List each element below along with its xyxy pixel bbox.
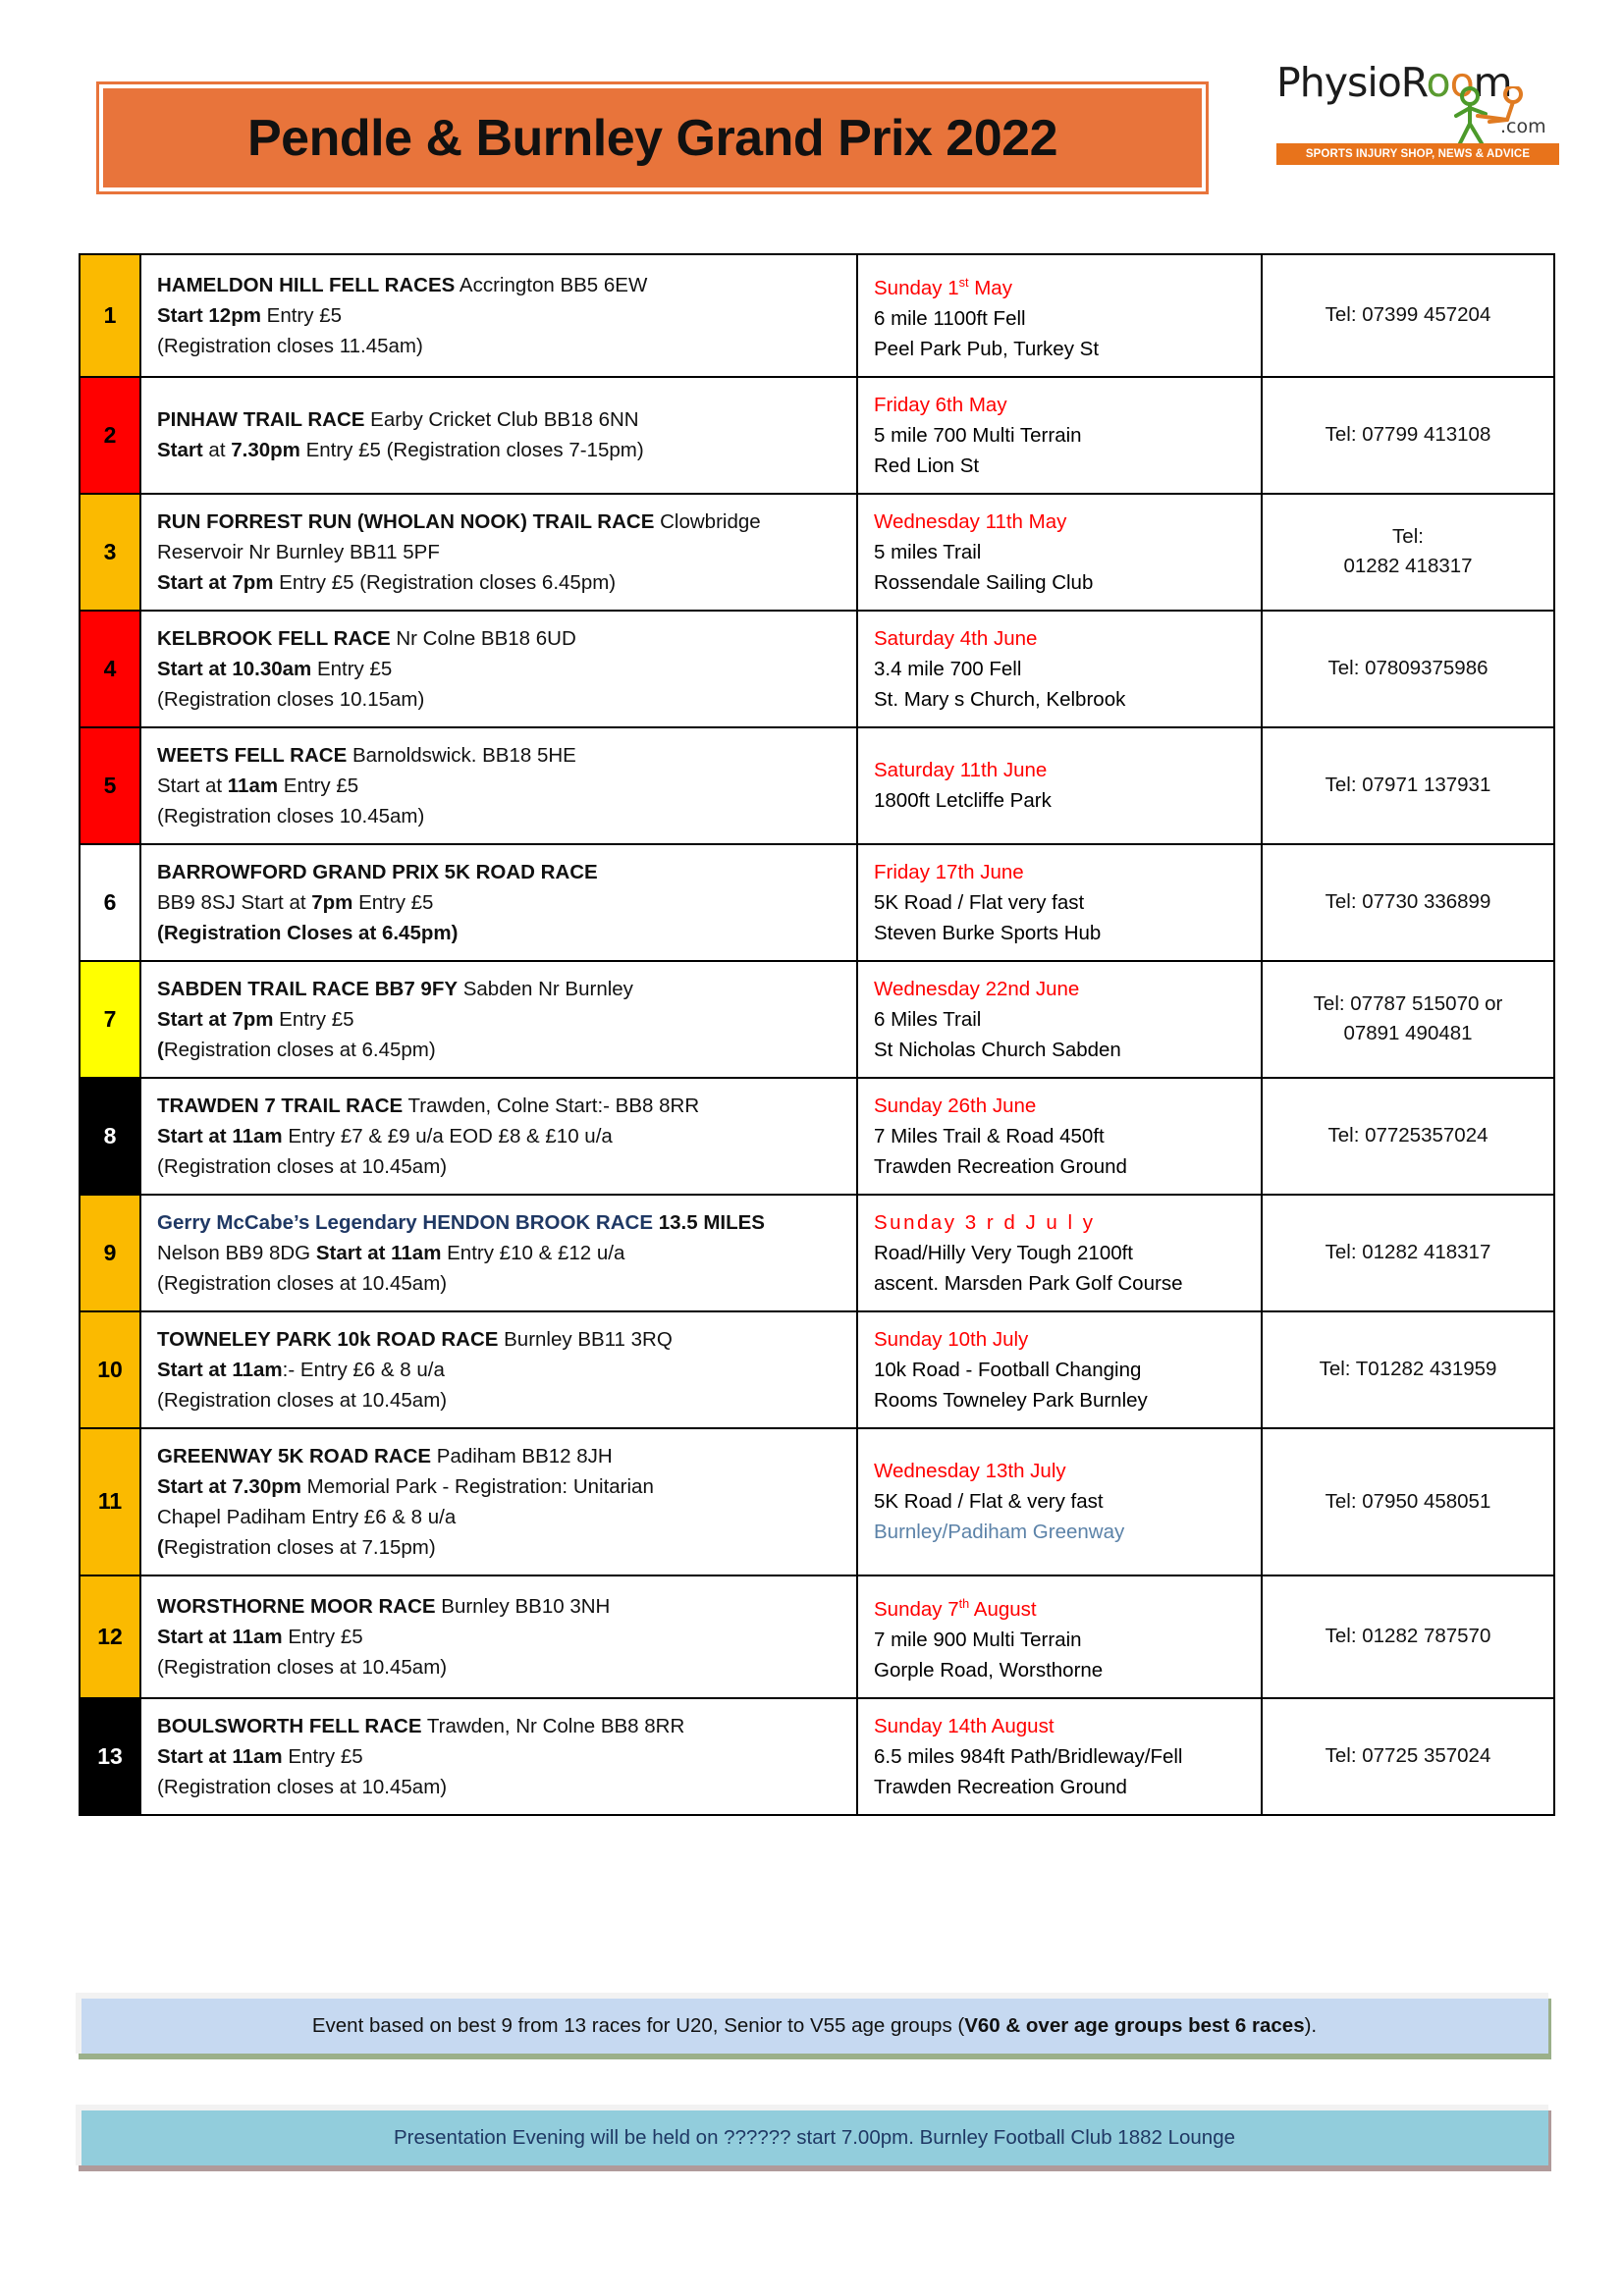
race-description-line xyxy=(157,1324,842,1355)
scoring-note-box xyxy=(76,1993,1548,2054)
race-date: Wednesday 11th May xyxy=(874,509,1067,533)
race-date-lines xyxy=(858,1576,1261,1697)
race-description-line xyxy=(157,918,842,948)
presentation-evening-box xyxy=(76,2105,1548,2165)
race-date xyxy=(874,1588,1247,1625)
text-segment: Start at 11am xyxy=(157,1625,283,1648)
race-date-lines xyxy=(858,1312,1261,1427)
text-segment: Entry £7 & £9 u/a EOD £8 & £10 u/a xyxy=(282,1124,613,1148)
text-segment: at xyxy=(202,439,232,462)
race-date-details-cell xyxy=(857,254,1262,377)
race-detail-line: 5K Road / Flat very fast xyxy=(874,890,1085,914)
race-description-cell xyxy=(140,1311,857,1428)
text-segment: 7.30pm xyxy=(231,439,300,462)
race-number-cell: 2 xyxy=(80,377,140,494)
text-segment: Entry £5 xyxy=(311,657,393,680)
table-row xyxy=(80,254,1554,377)
table-row xyxy=(80,1698,1554,1815)
race-detail-line: Trawden Recreation Ground xyxy=(874,1154,1127,1178)
race-description-cell xyxy=(140,727,857,844)
telephone-number[interactable]: Tel: T01282 431959 xyxy=(1319,1358,1497,1381)
footer-section xyxy=(0,1993,1623,2165)
race-description-line xyxy=(157,435,842,465)
race-detail-line: St Nicholas Church Sabden xyxy=(874,1038,1121,1061)
race-telephone-cell[interactable] xyxy=(1262,1195,1554,1311)
race-date-details-cell xyxy=(857,611,1262,727)
footer-boxes xyxy=(76,1993,1548,2165)
telephone-number[interactable]: Tel: 07399 457204 xyxy=(1325,303,1491,327)
table-row xyxy=(80,611,1554,727)
race-description-lines xyxy=(141,845,856,960)
text-segment: Earby Cricket Club BB18 6NN xyxy=(364,408,639,432)
telephone-number[interactable]: Tel: 07950 458051 xyxy=(1325,1489,1491,1513)
text-segment: Registration closes at 7.15pm) xyxy=(163,1535,436,1559)
table-row xyxy=(80,727,1554,844)
page-title: Pendle & Burnley Grand Prix 2022 xyxy=(247,109,1057,167)
text-segment: (Registration closes at 10.45am) xyxy=(157,1775,448,1798)
race-description-line xyxy=(157,684,842,715)
telephone-number[interactable]: Tel: xyxy=(1392,525,1424,549)
race-description-cell xyxy=(140,1575,857,1698)
race-schedule-table xyxy=(79,253,1555,1816)
race-date: Saturday 4th June xyxy=(874,626,1038,650)
race-description-cell xyxy=(140,1195,857,1311)
text-segment: (Registration closes 11.45am) xyxy=(157,334,423,357)
text-segment: ( xyxy=(157,1038,164,1061)
text-segment: HAMELDON HILL FELL RACES xyxy=(157,273,456,296)
race-date-details-cell xyxy=(857,1575,1262,1698)
text-segment: (Registration closes at 10.45am) xyxy=(157,1388,448,1412)
text-segment: Start at 11am xyxy=(315,1241,442,1264)
race-date-prefix: Sunday 7 xyxy=(874,1597,959,1621)
text-segment: PINHAW TRAIL RACE xyxy=(157,408,365,432)
race-date-lines xyxy=(858,1079,1261,1194)
race-date: Sunday 3 r d J u l y xyxy=(874,1210,1096,1234)
race-date-details-cell xyxy=(857,1311,1262,1428)
text-segment: Clowbridge xyxy=(654,509,761,533)
race-description-line xyxy=(157,771,842,801)
race-telephone-cell[interactable] xyxy=(1262,611,1554,727)
race-description-line xyxy=(157,857,842,887)
race-telephone-cell[interactable] xyxy=(1262,1428,1554,1575)
race-date: Wednesday 13th July xyxy=(874,1460,1066,1483)
race-detail-line: 3.4 mile 700 Fell xyxy=(874,657,1022,680)
race-description-line xyxy=(157,1471,842,1502)
race-description-line xyxy=(157,1441,842,1471)
race-description-line xyxy=(157,1238,842,1268)
text-segment: TOWNELEY PARK 10k ROAD RACE xyxy=(157,1327,499,1351)
race-telephone-cell[interactable] xyxy=(1262,727,1554,844)
race-date: Saturday 11th June xyxy=(874,759,1048,782)
scoring-note-text xyxy=(312,2014,1317,2038)
text-segment: Start xyxy=(157,439,203,462)
race-description-line xyxy=(157,1741,842,1772)
race-description-cell xyxy=(140,1428,857,1575)
race-telephone-cell[interactable] xyxy=(1262,377,1554,494)
title-banner-inner xyxy=(99,84,1206,191)
race-detail-line: 5K Road / Flat & very fast xyxy=(874,1490,1104,1514)
text-segment: Nr Colne BB18 6UD xyxy=(390,626,576,650)
race-description-lines xyxy=(141,962,856,1077)
text-segment: Start at 11am xyxy=(157,1358,283,1381)
race-date-details-cell xyxy=(857,844,1262,961)
race-description-line xyxy=(157,974,842,1004)
race-detail-line: 5 mile 700 Multi Terrain xyxy=(874,423,1082,447)
telephone-number[interactable]: Tel: 01282 418317 xyxy=(1325,1241,1491,1264)
race-date-details-cell xyxy=(857,1195,1262,1311)
race-date-details-cell xyxy=(857,1428,1262,1575)
race-date: Wednesday 22nd June xyxy=(874,977,1080,1000)
text-segment: ( xyxy=(157,1535,164,1559)
race-date: Friday 6th May xyxy=(874,393,1007,416)
race-date xyxy=(874,267,1247,303)
presentation-evening-text: Presentation Evening will be held on ?????? start 7.00pm. Burnley Football Club 1882 Lounge xyxy=(393,2126,1236,2149)
table-row xyxy=(80,961,1554,1078)
race-detail-line: Road/Hilly Very Tough 2100ft xyxy=(874,1241,1134,1264)
race-description-line xyxy=(157,404,842,435)
race-detail-line: Gorple Road, Worsthorne xyxy=(874,1658,1104,1682)
race-description-line xyxy=(157,1652,842,1682)
race-description-lines xyxy=(141,728,856,843)
logo-text-m: m xyxy=(1473,59,1512,106)
race-number-cell: 8 xyxy=(80,1078,140,1195)
race-date-suffix: May xyxy=(968,276,1012,299)
race-description-line xyxy=(157,331,842,361)
text-segment: BOULSWORTH FELL RACE xyxy=(157,1714,422,1737)
race-date-ordinal: st xyxy=(958,275,969,290)
scoring-note-post: ). xyxy=(1304,2014,1318,2037)
text-segment: Trawden, Nr Colne BB8 8RR xyxy=(421,1714,685,1737)
race-telephone-cell[interactable] xyxy=(1262,1698,1554,1815)
race-description-cell xyxy=(140,494,857,611)
text-segment: Entry £5 xyxy=(282,1625,363,1648)
telephone-number[interactable]: Tel: 07725 357024 xyxy=(1325,1744,1491,1768)
race-description-line xyxy=(157,507,842,537)
race-description-line xyxy=(157,801,842,831)
text-segment: (Registration closes 10.15am) xyxy=(157,687,425,711)
text-segment: Burnley BB11 3RQ xyxy=(498,1327,673,1351)
race-description-cell xyxy=(140,611,857,727)
text-segment: (Registration closes at 10.45am) xyxy=(157,1271,448,1295)
race-date-lines xyxy=(858,612,1261,726)
race-number-cell: 10 xyxy=(80,1311,140,1428)
race-description-line xyxy=(157,1035,842,1065)
page-header xyxy=(0,0,1623,167)
text-segment: Start 12pm xyxy=(157,303,261,327)
race-number-cell: 11 xyxy=(80,1428,140,1575)
text-segment: Start at 7pm xyxy=(157,1007,274,1031)
text-segment: BARROWFORD GRAND PRIX 5K ROAD RACE xyxy=(157,860,598,883)
telephone-number[interactable]: Tel: 07799 413108 xyxy=(1325,423,1491,447)
race-date-details-cell xyxy=(857,1698,1262,1815)
race-telephone-cell[interactable] xyxy=(1262,1078,1554,1195)
text-segment: WEETS FELL RACE xyxy=(157,743,348,767)
race-detail-line: Peel Park Pub, Turkey St xyxy=(874,337,1100,360)
race-number-cell: 4 xyxy=(80,611,140,727)
race-description-cell xyxy=(140,254,857,377)
telephone-number[interactable]: Tel: 07971 137931 xyxy=(1325,774,1491,797)
race-detail-line: Steven Burke Sports Hub xyxy=(874,921,1102,944)
race-description-line xyxy=(157,1502,842,1532)
text-segment: Accrington BB5 6EW xyxy=(455,273,648,296)
race-date-prefix: Sunday 1 xyxy=(874,276,959,299)
race-description-line xyxy=(157,1207,842,1238)
text-segment: Start at 7pm xyxy=(157,570,274,594)
text-segment: Entry £5 xyxy=(260,303,343,327)
race-description-line xyxy=(157,1385,842,1415)
table-row xyxy=(80,1311,1554,1428)
race-number-cell: 9 xyxy=(80,1195,140,1311)
text-segment: 11am xyxy=(227,774,279,797)
text-segment: Entry £5 xyxy=(282,1744,363,1768)
text-segment: GREENWAY 5K ROAD RACE xyxy=(157,1444,432,1468)
race-date: Sunday 14th August xyxy=(874,1714,1055,1737)
race-telephone-cell[interactable] xyxy=(1262,961,1554,1078)
text-segment: Start at xyxy=(157,774,228,797)
race-description-line xyxy=(157,1355,842,1385)
text-segment: SABDEN TRAIL RACE BB7 9FY xyxy=(157,977,459,1000)
scoring-note-bold: V60 & over age groups best 6 races xyxy=(964,2014,1305,2037)
scoring-note-pre: Event based on best 9 from 13 races for U20, Senior to V55 age groups ( xyxy=(311,2014,965,2037)
race-date-details-cell xyxy=(857,494,1262,611)
telephone-number[interactable]: 01282 418317 xyxy=(1343,555,1473,578)
race-date-lines xyxy=(858,743,1261,828)
logo-text-physior: PhysioR xyxy=(1276,59,1427,106)
logo-dotcom-text: .com xyxy=(1500,116,1546,137)
race-number-cell: 3 xyxy=(80,494,140,611)
race-date-lines xyxy=(858,378,1261,493)
logo-text-o2: o xyxy=(1449,59,1474,106)
text-segment: Start at 7.30pm xyxy=(157,1474,301,1498)
text-segment: Burnley BB10 3NH xyxy=(435,1594,611,1618)
race-description-line xyxy=(157,1151,842,1182)
race-number-cell: 1 xyxy=(80,254,140,377)
race-rows-body xyxy=(80,254,1554,1815)
race-description-line xyxy=(157,654,842,684)
table-row xyxy=(80,844,1554,961)
race-date-details-cell xyxy=(857,1078,1262,1195)
race-date-lines xyxy=(858,495,1261,610)
telephone-number[interactable]: Tel: 07787 515070 or xyxy=(1313,992,1503,1016)
race-description-line xyxy=(157,537,842,567)
text-segment: (Registration Closes at 6.45pm) xyxy=(157,921,459,944)
text-segment: Entry £5 (Registration closes 6.45pm) xyxy=(273,570,617,594)
race-detail-line: Red Lion St xyxy=(874,454,980,477)
text-segment: Entry £5 xyxy=(352,890,434,914)
race-telephone-cell[interactable] xyxy=(1262,494,1554,611)
text-segment: 13.5 MILES xyxy=(653,1210,765,1234)
race-detail-line: Trawden Recreation Ground xyxy=(874,1775,1127,1798)
race-detail-line: 6 mile 1100ft Fell xyxy=(874,306,1026,330)
table-row xyxy=(80,377,1554,494)
race-description-line xyxy=(157,1711,842,1741)
text-segment: BB9 8SJ Start at xyxy=(157,890,312,914)
race-detail-line-highlight: Burnley/Padiham Greenway xyxy=(874,1521,1125,1544)
telephone-number[interactable]: Tel: 07730 336899 xyxy=(1325,890,1491,914)
text-segment: Entry £10 & £12 u/a xyxy=(441,1241,625,1264)
race-detail-line: 7 mile 900 Multi Terrain xyxy=(874,1628,1082,1651)
race-description-cell xyxy=(140,1078,857,1195)
race-description-lines xyxy=(141,1079,856,1194)
text-segment: Reservoir Nr Burnley BB11 5PF xyxy=(157,540,440,563)
text-segment: Start at 11am xyxy=(157,1744,283,1768)
text-segment: Chapel Padiham Entry £6 & 8 u/a xyxy=(157,1505,457,1528)
race-telephone-cell[interactable] xyxy=(1262,1311,1554,1428)
race-detail-line: 1800ft Letcliffe Park xyxy=(874,789,1052,813)
race-detail-line: 6.5 miles 984ft Path/Bridleway/Fell xyxy=(874,1744,1183,1768)
text-segment: Start at 11am xyxy=(157,1124,283,1148)
race-description-line xyxy=(157,567,842,598)
text-segment: Nelson BB9 8DG xyxy=(157,1241,316,1264)
race-description-lines xyxy=(141,612,856,726)
race-detail-line: 10k Road - Football Changing xyxy=(874,1358,1142,1381)
race-description-line xyxy=(157,740,842,771)
race-description-lines xyxy=(141,1699,856,1814)
physioroom-logo[interactable] xyxy=(1276,61,1559,167)
text-segment: Entry £5 xyxy=(273,1007,354,1031)
race-date: Sunday 10th July xyxy=(874,1327,1029,1351)
race-description-cell xyxy=(140,961,857,1078)
logo-tagline: SPORTS INJURY SHOP, NEWS & ADVICE xyxy=(1276,143,1559,165)
race-detail-line: St. Mary s Church, Kelbrook xyxy=(874,687,1126,711)
text-segment: :- Entry £6 & 8 u/a xyxy=(282,1358,445,1381)
race-telephone-cell[interactable] xyxy=(1262,1575,1554,1698)
text-segment: KELBROOK FELL RACE xyxy=(157,626,391,650)
race-description-line xyxy=(157,1004,842,1035)
text-segment: Sabden Nr Burnley xyxy=(458,977,633,1000)
text-segment: (Registration closes at 10.45am) xyxy=(157,1655,448,1679)
race-detail-line: 5 miles Trail xyxy=(874,540,982,563)
logo-text-o1: o xyxy=(1426,59,1450,106)
text-segment: TRAWDEN 7 TRAIL RACE xyxy=(157,1094,404,1117)
race-description-line xyxy=(157,1772,842,1802)
race-description-lines xyxy=(141,1196,856,1310)
race-description-line xyxy=(157,1091,842,1121)
race-date-lines xyxy=(858,1699,1261,1814)
race-number-cell: 7 xyxy=(80,961,140,1078)
race-number-cell: 5 xyxy=(80,727,140,844)
text-segment: Gerry McCabe’s Legendary HENDON BROOK RACE xyxy=(157,1210,654,1234)
telephone-number[interactable]: Tel: 07809375986 xyxy=(1327,657,1488,680)
race-description-line xyxy=(157,1121,842,1151)
race-description-lines xyxy=(141,258,856,373)
race-description-line xyxy=(157,300,842,331)
race-description-line xyxy=(157,1268,842,1299)
text-segment: WORSTHORNE MOOR RACE xyxy=(157,1594,436,1618)
telephone-number[interactable]: Tel: 01282 787570 xyxy=(1325,1625,1491,1648)
race-date: Friday 17th June xyxy=(874,860,1024,883)
race-description-lines xyxy=(141,1579,856,1694)
race-detail-line: 6 Miles Trail xyxy=(874,1007,982,1031)
table-row xyxy=(80,1575,1554,1698)
text-segment: Memorial Park - Registration: Unitarian xyxy=(300,1474,654,1498)
race-date-suffix: August xyxy=(969,1597,1037,1621)
race-description-line xyxy=(157,270,842,300)
text-segment: RUN FORREST RUN (WHOLAN NOOK) TRAIL RACE xyxy=(157,509,655,533)
title-banner xyxy=(96,81,1209,194)
text-segment: Entry £5 (Registration closes 7-15pm) xyxy=(299,439,644,462)
race-description-cell xyxy=(140,1698,857,1815)
table-row xyxy=(80,1195,1554,1311)
race-number-cell: 13 xyxy=(80,1698,140,1815)
text-segment: Barnoldswick. BB18 5HE xyxy=(347,743,576,767)
race-description-lines xyxy=(141,495,856,610)
race-description-lines xyxy=(141,1312,856,1427)
race-description-line xyxy=(157,1622,842,1652)
race-description-line xyxy=(157,1532,842,1563)
telephone-number[interactable]: Tel: 07725357024 xyxy=(1327,1124,1488,1148)
table-row xyxy=(80,1428,1554,1575)
race-date-lines xyxy=(858,1444,1261,1559)
race-date-lines xyxy=(858,255,1261,376)
text-segment: (Registration closes at 10.45am) xyxy=(157,1154,448,1178)
race-date-lines xyxy=(858,962,1261,1077)
table-row xyxy=(80,494,1554,611)
race-description-line xyxy=(157,623,842,654)
race-date-details-cell xyxy=(857,727,1262,844)
race-detail-line: Rossendale Sailing Club xyxy=(874,570,1094,594)
text-segment: Registration closes at 6.45pm) xyxy=(163,1038,436,1061)
race-date-details-cell xyxy=(857,961,1262,1078)
text-segment: Start at 10.30am xyxy=(157,657,312,680)
race-detail-line: 7 Miles Trail & Road 450ft xyxy=(874,1124,1105,1148)
text-segment: (Registration closes 10.45am) xyxy=(157,804,425,828)
race-date-lines xyxy=(858,845,1261,960)
race-date-details-cell xyxy=(857,377,1262,494)
text-segment: Entry £5 xyxy=(278,774,359,797)
race-description-lines xyxy=(141,393,856,477)
race-number-cell: 12 xyxy=(80,1575,140,1698)
text-segment: Padiham BB12 8JH xyxy=(431,1444,613,1468)
table-row xyxy=(80,1078,1554,1195)
race-telephone-cell[interactable] xyxy=(1262,254,1554,377)
race-description-line xyxy=(157,1591,842,1622)
race-description-cell xyxy=(140,377,857,494)
race-description-cell xyxy=(140,844,857,961)
race-description-lines xyxy=(141,1429,856,1575)
race-number-cell: 6 xyxy=(80,844,140,961)
race-date-lines xyxy=(858,1196,1261,1310)
text-segment: Trawden, Colne Start:- BB8 8RR xyxy=(403,1094,700,1117)
text-segment: 7pm xyxy=(311,890,353,914)
race-date: Sunday 26th June xyxy=(874,1094,1037,1117)
race-description-line xyxy=(157,887,842,918)
race-telephone-cell[interactable] xyxy=(1262,844,1554,961)
race-detail-line: ascent. Marsden Park Golf Course xyxy=(874,1271,1183,1295)
race-date-ordinal: th xyxy=(958,1595,970,1611)
telephone-number[interactable]: 07891 490481 xyxy=(1343,1022,1473,1045)
race-detail-line: Rooms Towneley Park Burnley xyxy=(874,1388,1148,1412)
